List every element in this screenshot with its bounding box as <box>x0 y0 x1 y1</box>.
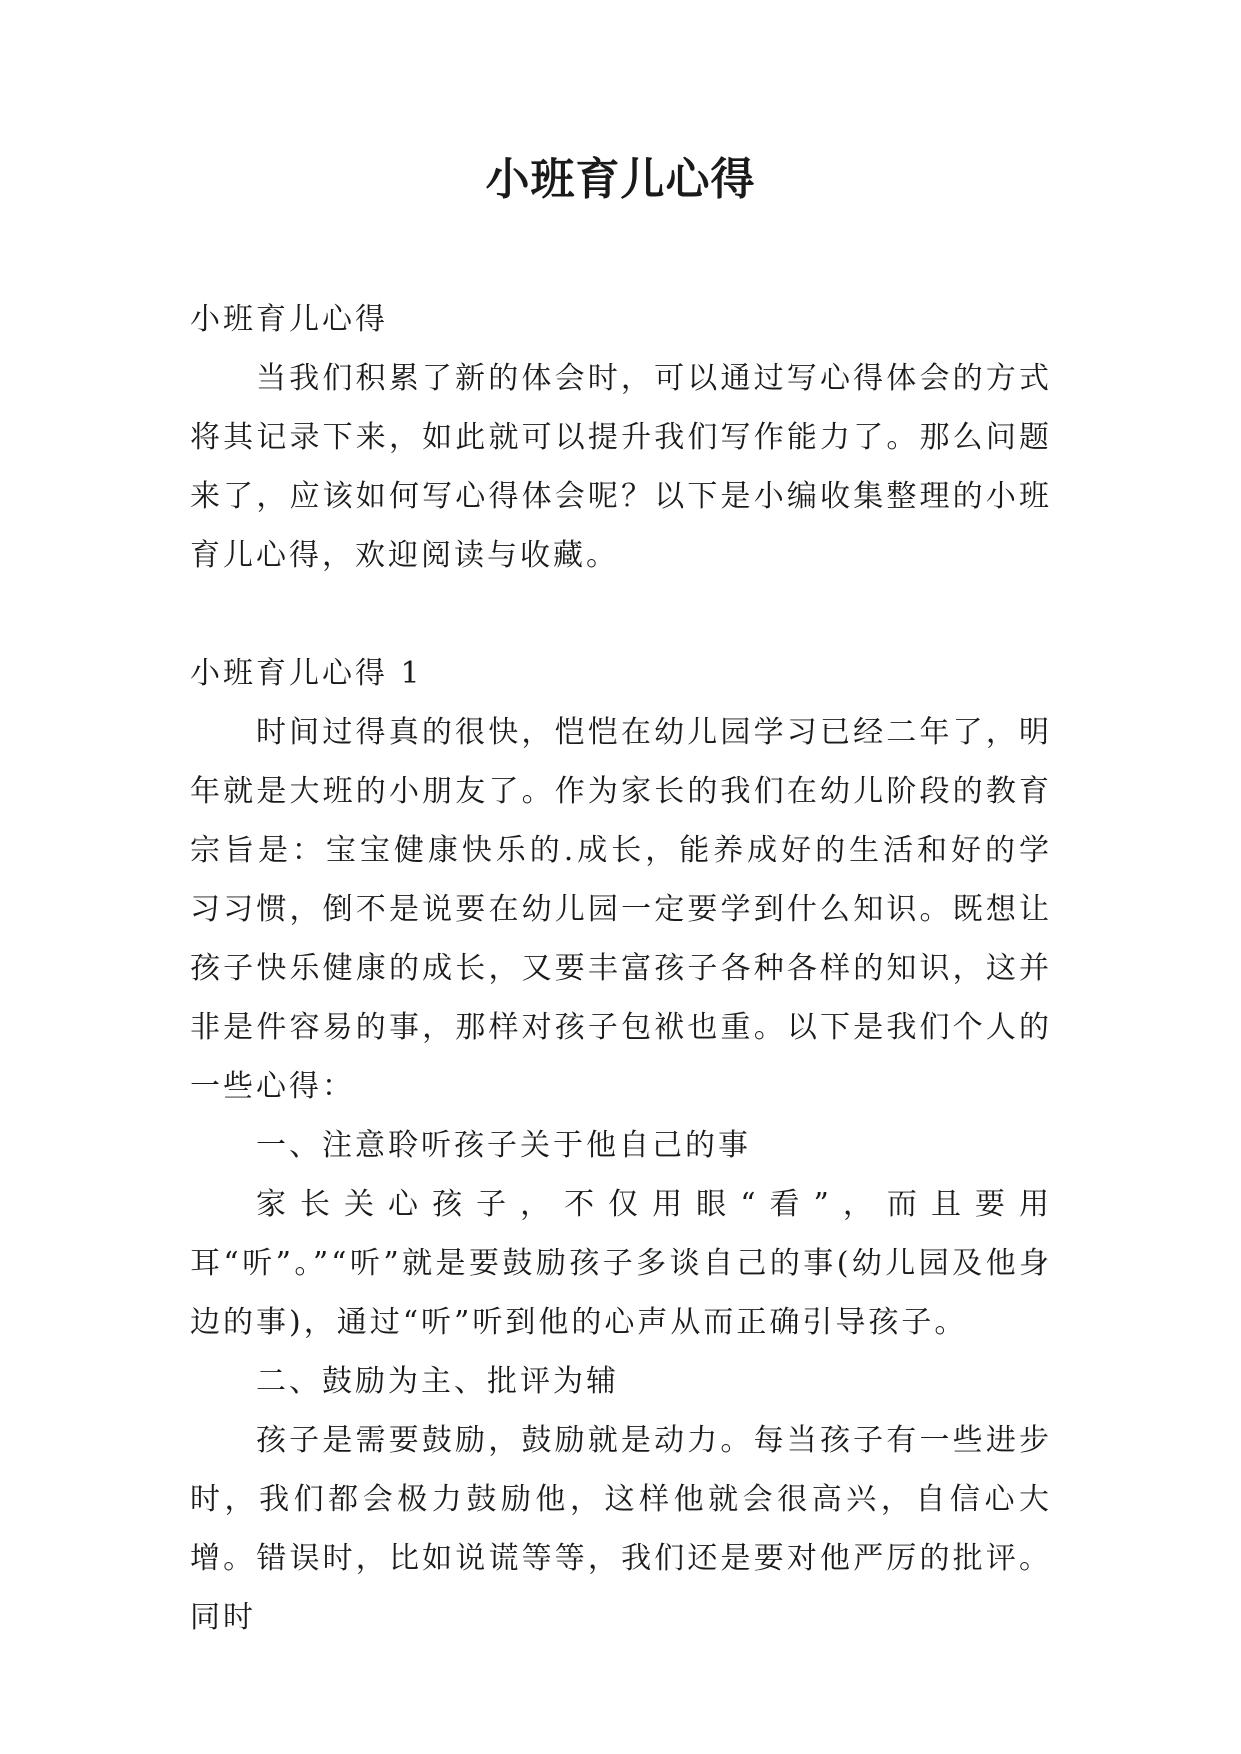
intro-paragraph: 当我们积累了新的体会时，可以通过写心得体会的方式将其记录下来，如此就可以提升我们写作能力了。那么问题来了，应该如何写心得体会呢？以下是小编收集整理的小班育儿心得，欢迎阅读与收藏。 <box>190 361 1052 573</box>
document-title: 小班育儿心得 <box>485 154 756 205</box>
paragraph-spacer <box>190 585 1052 644</box>
point-heading: 一、注意聆听孩子关于他自己的事 <box>256 1128 751 1163</box>
body-paragraph: 孩子是需要鼓励，鼓励就是动力。每当孩子有一些进步时，我们都会极力鼓励他，这样他就会很高兴，自信心大增。错误时，比如说谎等等，我们还是要对他严厉的批评。同时 <box>190 1423 1052 1635</box>
point-heading: 二、鼓励为主、批评为辅 <box>256 1364 619 1399</box>
subtitle: 小班育儿心得 <box>190 302 388 337</box>
body-paragraph: 时间过得真的很快，恺恺在幼儿园学习已经二年了，明年就是大班的小朋友了。作为家长的我们在幼儿阶段的教育宗旨是：宝宝健康快乐的.成长，能养成好的生活和好的学习习惯，倒不是说要在幼儿园一定要学到什么知识。既想让孩子快乐健康的成长，又要丰富孩子各种各样的知识，这并非是件容易的事，那样对孩子包袱也重。以下是我们个人的一些心得： <box>190 715 1052 1104</box>
document-body <box>190 290 1052 1647</box>
section-heading: 小班育儿心得 1 <box>190 656 423 691</box>
body-paragraph: 家长关心孩子，不仅用眼“看”，而且要用耳“听”。”“听”就是要鼓励孩子多谈自己的事(幼儿园及他身边的事)，通过“听”听到他的心声从而正确引导孩子。 <box>190 1187 1052 1340</box>
